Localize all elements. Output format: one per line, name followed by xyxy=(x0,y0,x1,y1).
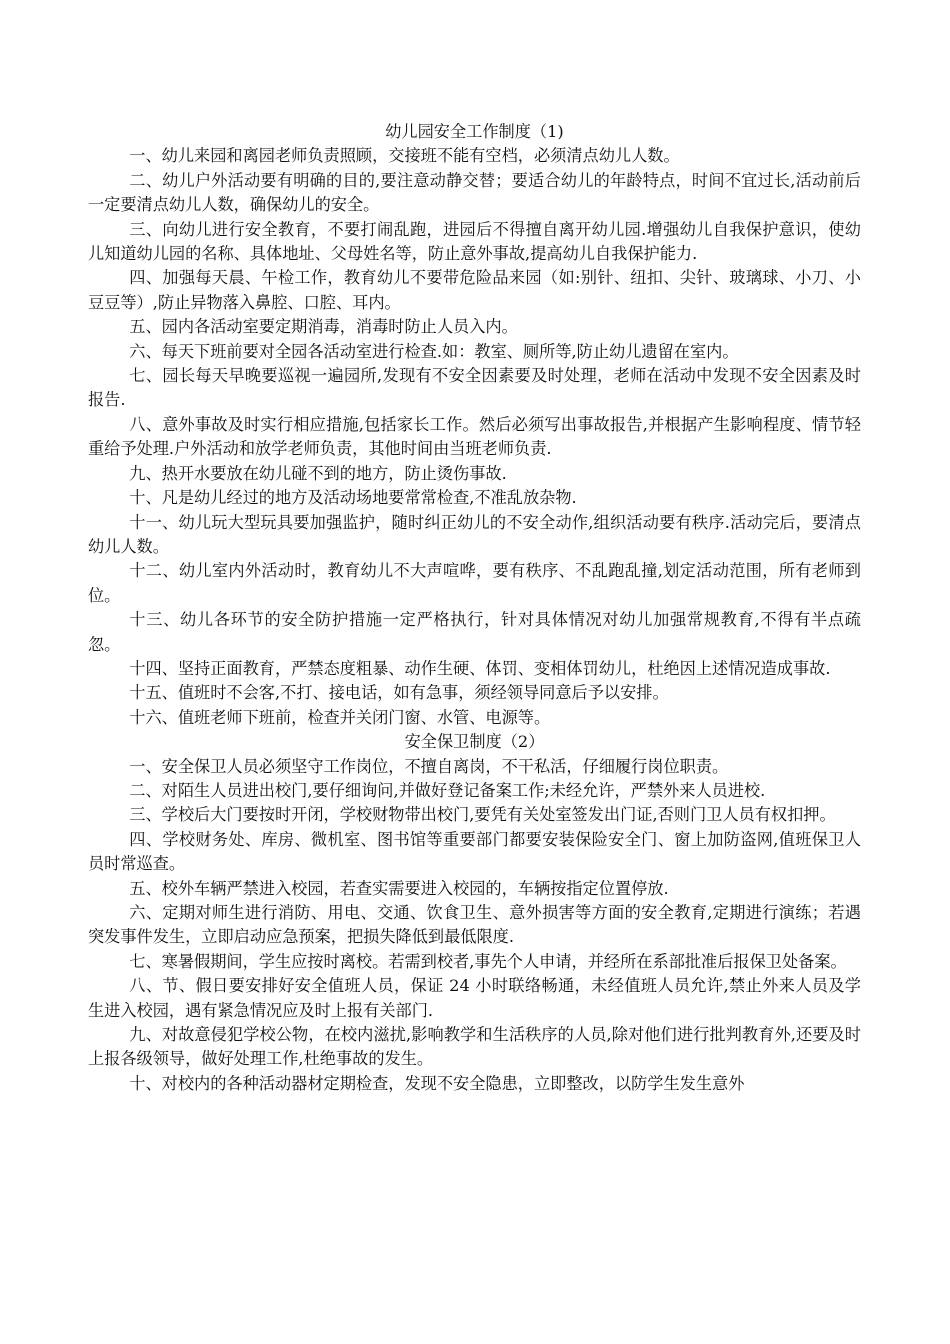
paragraph: 十五、值班时不会客,不打、接电话，如有急事，须经领导同意后予以安排。 xyxy=(129,683,669,703)
paragraph: 十、凡是幼儿经过的地方及活动场地要常常检查,不准乱放杂物. xyxy=(129,488,577,508)
paragraph: 二、幼儿户外活动要有明确的目的,要注意动静交替；要适合幼儿的年龄特点，时间不宜过长,活动前后一定要清点幼儿人数，确保幼儿的安全。 xyxy=(88,170,861,215)
paragraph: 八、节、假日要安排好安全值班人员，保证 24 小时联络畅通，未经值班人员允许,禁止外来人员及学生进入校园，遇有紧急情况应及时上报有关部门. xyxy=(88,976,861,1020)
paragraph: 三、向幼儿进行安全教育，不要打闹乱跑，进园后不得擅自离开幼儿园.增强幼儿自我保护意识，使幼儿知道幼儿园的名称、具体地址、父母姓名等，防止意外事故,提高幼儿自我保护能力. xyxy=(88,219,861,264)
paragraph: 二、对陌生人员进出校门,要仔细询问,并做好登记备案工作;未经允许，严禁外来人员进校. xyxy=(129,780,766,800)
paragraph: 六、每天下班前要对全园各活动室进行检查.如：教室、厕所等,防止幼儿遗留在室内。 xyxy=(129,341,739,361)
section-kindergarten-safety xyxy=(88,120,861,730)
section-security-guard xyxy=(88,730,861,1096)
paragraph: 七、寒暑假期间，学生应按时离校。若需到校者,事先个人申请，并经所在系部批准后报保卫处备案。 xyxy=(129,951,847,971)
paragraph: 九、对故意侵犯学校公物，在校内滋扰,影响教学和生活秩序的人员,除对他们进行批判教育外,还要及时上报各级领导，做好处理工作,杜绝事故的发生。 xyxy=(88,1025,861,1069)
paragraph: 九、热开水要放在幼儿碰不到的地方，防止烫伤事故. xyxy=(129,463,507,483)
section-title: 幼儿园安全工作制度（1) xyxy=(385,122,564,141)
paragraph: 一、安全保卫人员必须坚守工作岗位，不擅自离岗，不干私活，仔细履行岗位职责。 xyxy=(129,756,729,776)
paragraph: 十三、幼儿各环节的安全防护措施一定严格执行，针对具体情况对幼儿加强常规教育,不得有半点疏忽。 xyxy=(88,610,861,654)
paragraph: 十二、幼儿室内外活动时，教育幼儿不大声喧哗，要有秩序、不乱跑乱撞,划定活动范围，所有老师到位。 xyxy=(88,561,861,605)
paragraph: 七、园长每天早晚要巡视一遍园所,发现有不安全因素要及时处理，老师在活动中发现不安全因素及时报告. xyxy=(88,366,861,410)
document-page xyxy=(88,120,861,1096)
paragraph: 四、学校财务处、库房、微机室、图书馆等重要部门都要安装保险安全门、窗上加防盗网,值班保卫人员时常巡查。 xyxy=(88,829,861,874)
paragraph: 五、园内各活动室要定期消毒，消毒时防止人员入内。 xyxy=(129,317,518,337)
paragraph: 六、定期对师生进行消防、用电、交通、饮食卫生、意外损害等方面的安全教育,定期进行演练；若遇突发事件发生，立即启动应急预案，把损失降低到最低限度. xyxy=(88,903,861,947)
paragraph: 十、对校内的各种活动器材定期检查，发现不安全隐患，立即整改，以防学生发生意外 xyxy=(129,1073,745,1093)
paragraph: 五、校外车辆严禁进入校园，若查实需要进入校园的，车辆按指定位置停放. xyxy=(129,878,669,898)
paragraph: 四、加强每天晨、午检工作，教育幼儿不要带危险品来园（如:别针、纽扣、尖针、玻璃球、小刀、小豆豆等）,防止异物落入鼻腔、口腔、耳内。 xyxy=(88,268,861,312)
paragraph: 一、幼儿来园和离园老师负责照顾，交接班不能有空档，必须清点幼儿人数。 xyxy=(129,146,680,166)
paragraph: 十四、坚持正面教育，严禁态度粗暴、动作生硬、体罚、变相体罚幼儿，杜绝因上述情况造成事故. xyxy=(129,658,831,678)
paragraph: 十一、幼儿玩大型玩具要加强监护，随时纠正幼儿的不安全动作,组织活动要有秩序.活动完后，要清点幼儿人数。 xyxy=(88,512,861,556)
paragraph: 八、意外事故及时实行相应措施,包括家长工作。然后必须写出事故报告,并根据产生影响程度、情节轻重给予处理.户外活动和放学老师负责，其他时间由当班老师负责. xyxy=(88,414,861,459)
section-title: 安全保卫制度（2） xyxy=(404,732,545,752)
paragraph: 三、学校后大门要按时开闭，学校财物带出校门,要凭有关处室签发出门证,否则门卫人员有权扣押。 xyxy=(129,805,836,825)
paragraph: 十六、值班老师下班前，检查并关闭门窗、水管、电源等。 xyxy=(129,707,551,727)
